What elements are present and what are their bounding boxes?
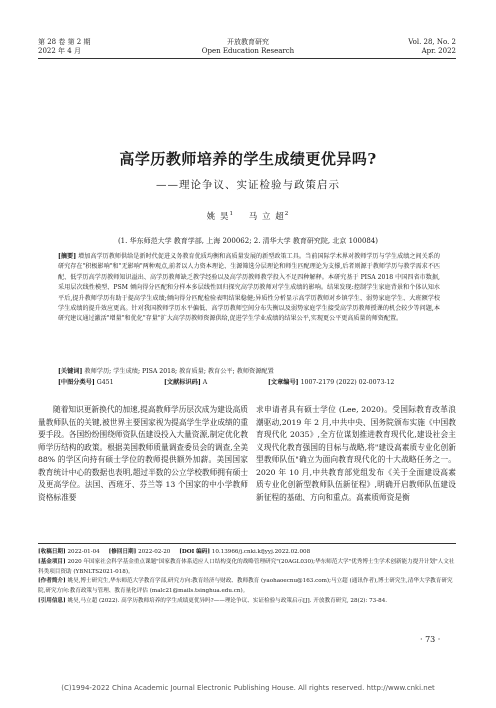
copyright-footer: (C)1994-2022 China Academic Journal Electronic Publishing House. All rights reserved. http://www.cnki.net: [61, 684, 435, 692]
author-name: 姚 昊: [206, 212, 230, 222]
citation-text: 姚昊,马立超 (2022). 高学历教师培养的学生成绩更优异吗?——理论争议、实证检验与政策启示[J]. 开放教育研究, 28(2): 73-84.: [67, 597, 388, 604]
footnote-dates: [38, 548, 456, 558]
body-column-right: 求申请者具有硕士学位 (Lee, 2020)。受国际教育改革浪潮驱动,2019 年 2 月,中共中央、国务院颁布实施《中国教育现代化 2035》,全方位谋划推进教育现代化,建设社会主义现代化教育强国的目标与战略,将"建设高素质专业化创新型教师队伍"确立为面向教育现代化的十大战略任务之一。2020 年 10 月,中共教育部党组发布《关于全面建设高素质专业化创新型教师队伍新征程》,明确开启教师队伍建设新征程的基础、方向和重点。高素质师资是衡: [256, 405, 456, 502]
footnote-citation: [38, 597, 456, 607]
header-rule: [38, 58, 456, 59]
article-authors: [0, 210, 496, 222]
header-date: 2022 年 4 月: [38, 47, 81, 55]
article-number-label: [文章编号]: [268, 379, 299, 386]
footnote-fund: [38, 558, 456, 578]
article-subtitle: ——理论争议、实证检验与政策启示: [156, 179, 340, 191]
doi-value: 10.13966/j.cnki.kfjyyj.2022.02.008: [211, 549, 311, 555]
doi-label: [DOI 编码]: [179, 549, 210, 555]
abstract-text: 增加高学历教师供给是新时代促进义务教育优质均衡和高质量发展的新型政策工具。当前国际学术界对教师学历与学生成绩之间关系的研究存在"积极影响"和"无影响"两种观点,前者以人力资本理论、生源筛选分层理论和师生匹配理论为支撑,后者则源于教师学历与教学需求不匹配、低学历高学历教师知识溢出、高学历教师缺乏教学经验以及高学历教师教学投入不足四种解释。本研究基于 PISA 2018 中国四省市数据,采用层次线性模型、PSM 倾向得分匹配和分样本多层线性回归探究高学历教师对学生成绩的影响。结果发现:控制学生家庭背景和个体认知水平后,提升教师学历有助于提高学生成绩;倾向得分匹配检验表明结果稳健;异质性分析显示高学历教师对乡镇学生、弱势家庭学生、大班额学校学生成绩的提升效应更高。针对我国教师学历水平偏低、高学历教师空间分布失衡以及弱势家庭学生接受高学历教师授课的机会较少等问题,本研究建议通过激活"增量"和优化"存量"扩大高学历教师资源供给,促进学生学业成绩的结果公平,实现更公平更高质量的师资配置。: [58, 253, 440, 323]
keywords-text: 教师学历; 学生成绩; PISA 2018; 教育质量; 教育公平; 教师资源配置: [84, 368, 274, 375]
received-label: [收稿日期]: [38, 549, 66, 555]
article-number: [268, 378, 394, 388]
abstract-label: [摘要]: [58, 253, 77, 260]
article-title: 高学历教师培养的学生成绩更优异吗?: [119, 150, 377, 168]
header-date-en: Apr. 2022: [421, 47, 456, 55]
doc-code-label: [文献标识码]: [164, 379, 201, 386]
footnote-author-info: [38, 577, 456, 597]
fund-label: [基金项目]: [38, 558, 66, 565]
received-date: 2022-01-04: [67, 549, 100, 555]
clc-value: G451: [96, 379, 114, 386]
footnote-rule: [38, 543, 456, 544]
header-volume: 第 28 卷 第 2 期: [38, 38, 91, 46]
revised-label: [修回日期]: [108, 549, 137, 555]
citation-label: [引用信息]: [38, 597, 66, 604]
author-name: 马 立 超: [248, 212, 285, 222]
body-column-left: 随着知识更新换代的加速,提高教师学历层次成为建设高质量教师队伍的关键,被世界主要国家视为提高学生学业成绩的重要手段。各国纷纷围绕师资队伍建设投入大量资源,制定优化教师学历结构的政策。根据美国教师质量调查委员会的调查,全美 88% 的学区向持有硕士学位的教师提供额外加薪。美国国家教育统计中心的数据也表明,超过半数的公立学校教师拥有硕士及更高学位。法国、西班牙、芬兰等 13 个国家的中小学教师资格标准要: [38, 405, 249, 502]
clc: [58, 378, 164, 388]
fund-text: 2020 年国家社会科学基金重点课题"国家教育体系适应人口结构变化的战略管理研究"(20AGL030);华东师范大学"优秀博士生学术创新能力提升计划"人文社科类项目资助 (YBNLTS2021-018)。: [38, 558, 455, 575]
abstract: [58, 252, 440, 325]
classification-info: [58, 378, 440, 388]
doc-code: [164, 378, 268, 388]
keywords: [58, 367, 440, 377]
author-affiliations: (1. 华东师范大学 教育学部, 上海 200062; 2. 清华大学 教育研究院, 北京 100084): [117, 237, 379, 245]
revised-date: 2022-02-20: [138, 549, 171, 555]
author-affil-mark: 2: [284, 211, 290, 218]
header-issue-info-en: [408, 38, 456, 56]
article-number-value: 1007-2179 (2022) 02-0073-12: [300, 379, 395, 386]
author-info-text: 姚昊,博士研究生,华东师范大学教育学部,研究方向:教育经济与财政、教师教育 (yaohaoecnu@163.com);马立超 (通讯作者),博士研究生,清华大学教育研究院,研究方向:教育政策与管理、教育量化评估 (malc21@mails.tsinghua.edu.cn)。: [38, 578, 453, 595]
footnotes: [38, 548, 456, 607]
keywords-label: [关键词]: [58, 368, 83, 375]
header-journal-cn: 开放教育研究: [227, 38, 269, 46]
header-volume-en: Vol. 28, No. 2: [408, 38, 456, 46]
author-info-label: [作者简介]: [38, 578, 66, 585]
author-affil-mark: 1: [229, 211, 234, 218]
clc-label: [中图分类号]: [58, 379, 95, 386]
header-journal-en: Open Education Research: [201, 47, 295, 55]
doc-code-value: A: [202, 379, 208, 386]
page-number: · 73 ·: [420, 635, 441, 644]
